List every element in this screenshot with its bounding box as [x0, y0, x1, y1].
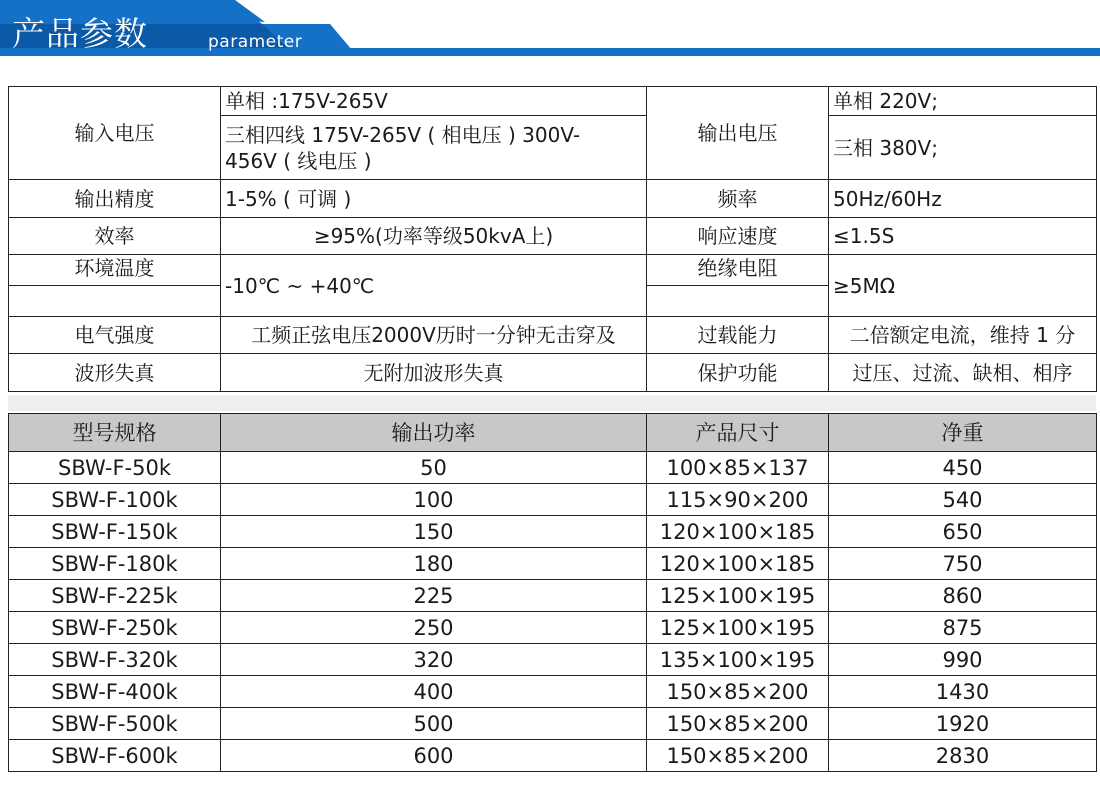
weight-cell: 1430 — [829, 676, 1097, 708]
power-cell: 225 — [221, 580, 647, 612]
weight-cell: 450 — [829, 452, 1097, 484]
power-cell: 180 — [221, 548, 647, 580]
input-voltage-single: 单相 :175V-265V — [221, 87, 647, 116]
model-table-body — [9, 414, 1097, 772]
table-row — [9, 516, 1097, 548]
model-cell: SBW-F-500k — [9, 708, 221, 740]
ambient-temp-value: -10℃ ~ +40℃ — [221, 255, 647, 317]
ambient-temp-empty — [9, 286, 221, 317]
model-table — [8, 413, 1097, 772]
output-voltage-three: 三相 380V; — [829, 116, 1097, 180]
size-cell: 125×100×195 — [647, 612, 829, 644]
page-title: 产品参数 — [12, 14, 148, 53]
model-cell: SBW-F-150k — [9, 516, 221, 548]
power-cell: 320 — [221, 644, 647, 676]
table-row — [9, 644, 1097, 676]
power-cell: 50 — [221, 452, 647, 484]
waveform-label: 波形失真 — [9, 354, 221, 392]
insulation-value: ≥5MΩ — [829, 255, 1097, 317]
model-table-header — [9, 414, 1097, 452]
insulation-empty — [647, 286, 829, 317]
input-voltage-three-line2: 456V ( 线电压 ) — [225, 148, 372, 173]
response-speed-value: ≤1.5S — [829, 218, 1097, 255]
power-cell: 250 — [221, 612, 647, 644]
table-row — [9, 484, 1097, 516]
power-cell: 600 — [221, 740, 647, 772]
page-subtitle: parameter — [208, 32, 303, 52]
insulation-label: 绝缘电阻 — [647, 255, 829, 286]
table-row — [9, 708, 1097, 740]
electrical-strength-value: 工频正弦电压2000V历时一分钟无击穿及 — [221, 317, 647, 354]
header-power: 输出功率 — [221, 414, 647, 452]
size-cell: 150×85×200 — [647, 676, 829, 708]
size-cell: 150×85×200 — [647, 740, 829, 772]
electrical-strength-label: 电气强度 — [9, 317, 221, 354]
model-cell: SBW-F-320k — [9, 644, 221, 676]
table-row — [9, 580, 1097, 612]
output-voltage-label: 输出电压 — [647, 87, 829, 180]
frequency-label: 频率 — [647, 180, 829, 218]
power-cell: 400 — [221, 676, 647, 708]
protection-label: 保护功能 — [647, 354, 829, 392]
model-cell: SBW-F-250k — [9, 612, 221, 644]
model-cell: SBW-F-180k — [9, 548, 221, 580]
weight-cell: 750 — [829, 548, 1097, 580]
output-voltage-single: 单相 220V; — [829, 87, 1097, 116]
size-cell: 115×90×200 — [647, 484, 829, 516]
size-cell: 150×85×200 — [647, 708, 829, 740]
header-weight: 净重 — [829, 414, 1097, 452]
table-row — [9, 452, 1097, 484]
weight-cell: 860 — [829, 580, 1097, 612]
size-cell: 125×100×195 — [647, 580, 829, 612]
output-precision-label: 输出精度 — [9, 180, 221, 218]
efficiency-label: 效率 — [9, 218, 221, 255]
table-separator — [8, 395, 1096, 411]
size-cell: 120×100×185 — [647, 548, 829, 580]
output-precision-value: 1-5% ( 可调 ) — [221, 180, 647, 218]
size-cell: 100×85×137 — [647, 452, 829, 484]
weight-cell: 875 — [829, 612, 1097, 644]
weight-cell: 1920 — [829, 708, 1097, 740]
overload-label: 过载能力 — [647, 317, 829, 354]
header-model: 型号规格 — [9, 414, 221, 452]
response-speed-label: 响应速度 — [647, 218, 829, 255]
model-cell: SBW-F-400k — [9, 676, 221, 708]
power-cell: 500 — [221, 708, 647, 740]
size-cell: 135×100×195 — [647, 644, 829, 676]
model-cell: SBW-F-600k — [9, 740, 221, 772]
size-cell: 120×100×185 — [647, 516, 829, 548]
header-banner — [0, 0, 1100, 60]
input-voltage-three-line1: 三相四线 175V-265V ( 相电压 ) 300V- — [225, 122, 581, 147]
weight-cell: 540 — [829, 484, 1097, 516]
table-row — [9, 740, 1097, 772]
power-cell: 150 — [221, 516, 647, 548]
model-cell: SBW-F-100k — [9, 484, 221, 516]
protection-value: 过压、过流、缺相、相序 — [829, 354, 1097, 392]
weight-cell: 990 — [829, 644, 1097, 676]
banner-shape — [0, 0, 1100, 60]
frequency-value: 50Hz/60Hz — [829, 180, 1097, 218]
header-size: 产品尺寸 — [647, 414, 829, 452]
ambient-temp-label: 环境温度 — [9, 255, 221, 286]
model-cell: SBW-F-225k — [9, 580, 221, 612]
model-cell: SBW-F-50k — [9, 452, 221, 484]
power-cell: 100 — [221, 484, 647, 516]
table-row — [9, 676, 1097, 708]
overload-value: 二倍额定电流，维持 1 分 — [829, 317, 1097, 354]
weight-cell: 2830 — [829, 740, 1097, 772]
table-row — [9, 548, 1097, 580]
input-voltage-label: 输入电压 — [9, 87, 221, 180]
waveform-value: 无附加波形失真 — [221, 354, 647, 392]
efficiency-value: ≥95%(功率等级50kvA上) — [221, 218, 647, 255]
input-voltage-three — [221, 116, 647, 180]
spec-table — [8, 86, 1097, 392]
table-row — [9, 612, 1097, 644]
weight-cell: 650 — [829, 516, 1097, 548]
